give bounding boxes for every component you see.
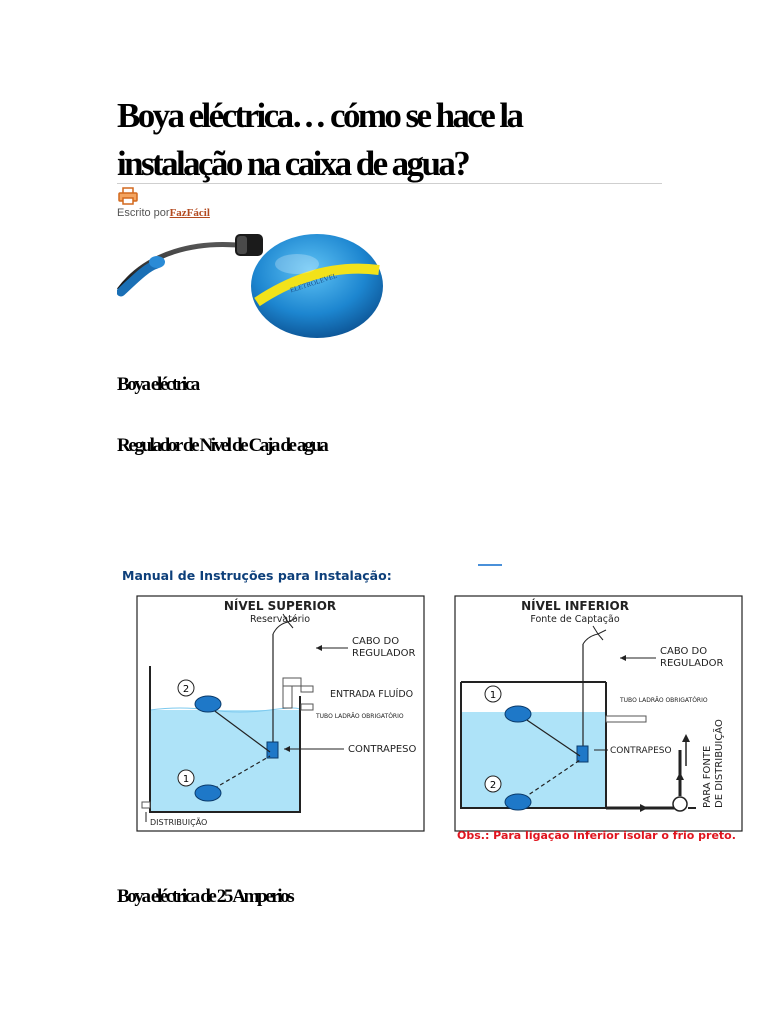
left-outlet-label: DISTRIBUIÇÃO [150, 818, 208, 827]
left-subtitle: Reservatório [249, 614, 311, 625]
right-float-top-num: 1 [489, 690, 497, 701]
heading-level-regulator: Regulador de Nivel de Caja de agua [117, 435, 327, 456]
installation-diagram [120, 566, 745, 846]
right-counterweight-label: CONTRAPESO [610, 746, 672, 756]
left-cable-label-1: CABO DO [352, 636, 400, 647]
heading-float-switch: Boya eléctrica [117, 374, 198, 395]
author-link[interactable]: FazFácil [169, 207, 210, 219]
heading-25-amp-switch: Boya eléctrica de 25 Amperios [117, 886, 293, 907]
left-title: NÍVEL SUPERIOR [223, 599, 337, 613]
panel-upper-level [137, 596, 424, 831]
left-inlet-label: ENTRADA FLUÍDO [330, 689, 414, 700]
article-title [117, 92, 677, 188]
diagram-note: Obs.: Para ligação inferior isolar o frio preto. [457, 829, 736, 842]
right-outlet-label-2: DE DISTRIBUIÇÃO [714, 719, 725, 808]
left-float-top-num: 2 [182, 684, 190, 695]
right-subtitle: Fonte de Captação [530, 614, 620, 625]
left-counterweight-label: CONTRAPESO [348, 744, 417, 755]
byline [117, 207, 210, 219]
right-cable-label-1: CABO DO [660, 646, 708, 657]
right-title: NÍVEL INFERIOR [521, 599, 629, 613]
right-float-bottom-num: 2 [489, 780, 497, 791]
right-cable-label-2: REGULADOR [660, 658, 724, 669]
diagram-header: Manual de Instruções para Instalação: [122, 568, 392, 583]
title-line-2: instalação na caixa de agua? [117, 144, 469, 183]
left-float-bottom-num: 1 [182, 774, 190, 785]
photo-brand-text: ELETROLEVEL [289, 271, 339, 295]
title-divider [117, 183, 662, 184]
panel-lower-level [455, 596, 742, 831]
left-overflow-label: TUBO LADRÃO OBRIGATÓRIO [316, 713, 404, 720]
title-line-1: Boya eléctrica… cómo se hace la [117, 96, 522, 135]
float-switch-photo [117, 222, 383, 340]
right-overflow-label: TUBO LADRÃO OBRIGATÓRIO [620, 697, 708, 704]
right-outlet-label-1: PARA FONTE [702, 745, 713, 808]
left-cable-label-2: REGULADOR [352, 648, 416, 659]
printer-icon[interactable] [118, 187, 138, 205]
byline-prefix: Escrito por [117, 207, 170, 219]
